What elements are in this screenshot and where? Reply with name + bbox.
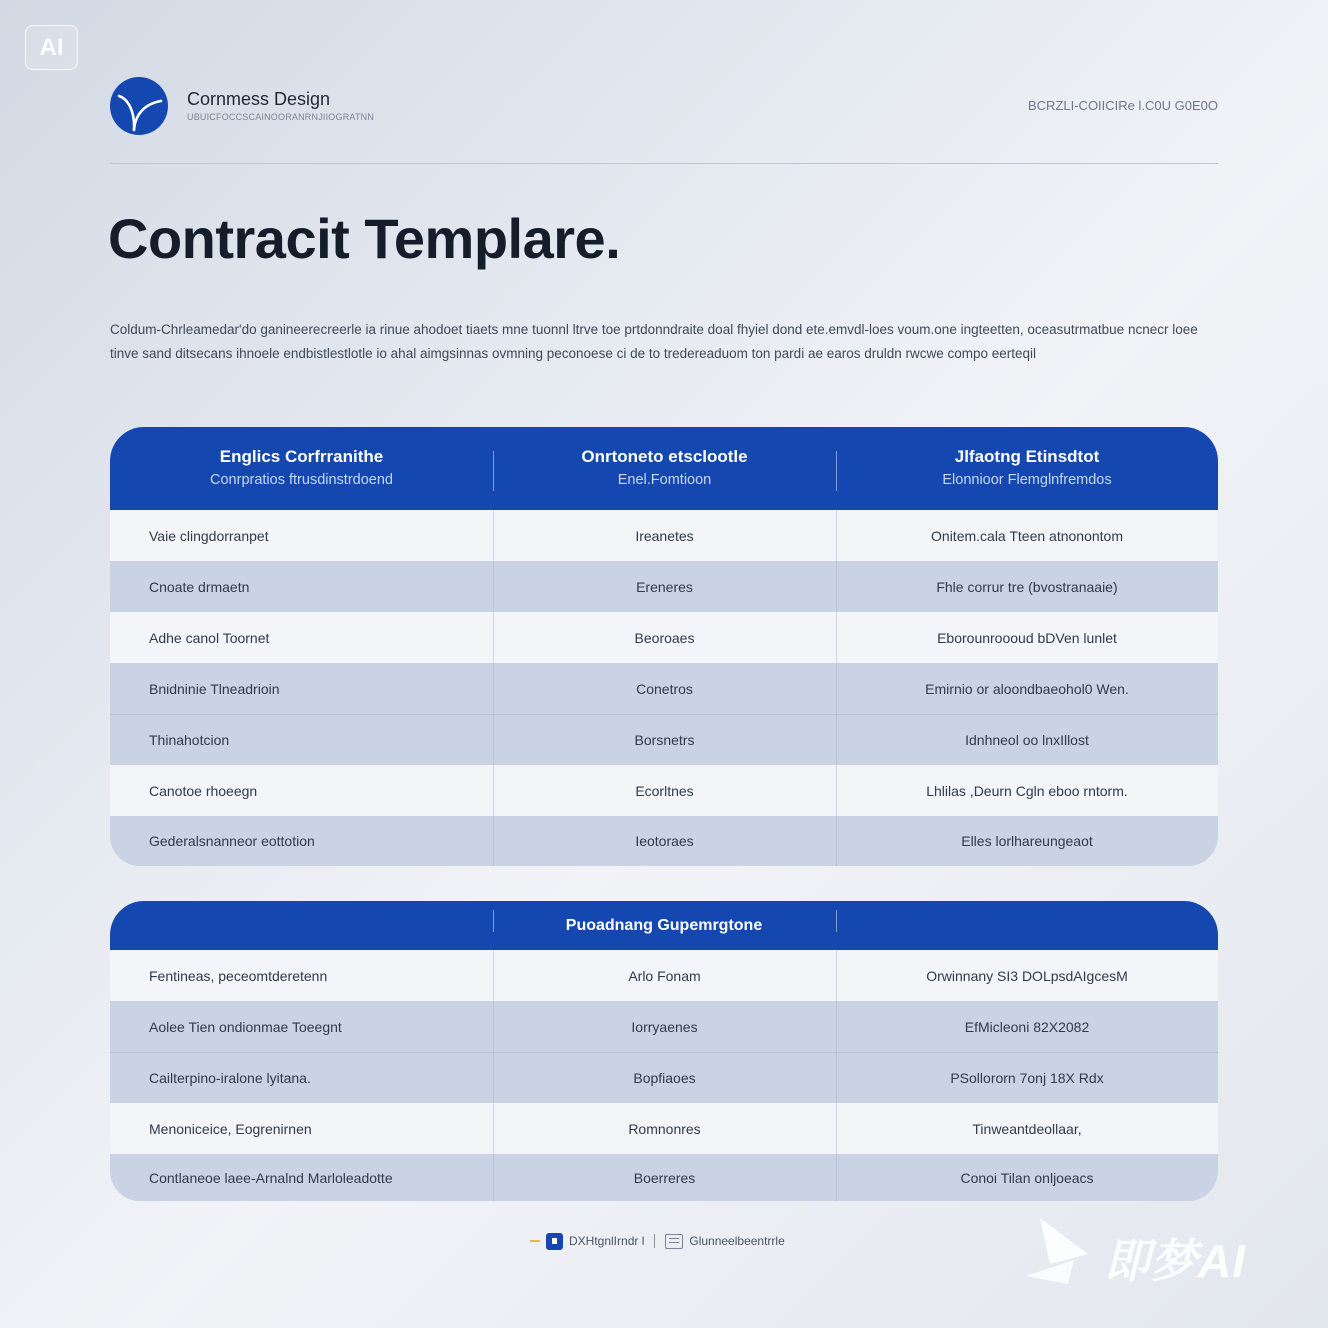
header [110, 77, 1218, 137]
watermark-text: 即梦AI [1104, 1235, 1246, 1287]
header-divider [110, 163, 1218, 164]
document-icon [665, 1234, 683, 1249]
column-header [836, 427, 1218, 510]
column-header [110, 427, 493, 510]
table-cell: PSollororn 7onj 18X Rdx [950, 1069, 1104, 1086]
table-cell: Canotoe rhoeegn [149, 782, 258, 799]
contract-table [110, 427, 1218, 866]
table-cell: Idnhneol oo lnxIllost [965, 731, 1089, 748]
table-row [110, 561, 1218, 612]
table-cell: Ireanetes [635, 527, 694, 544]
column-header-title: Englics Corfrranithe [219, 447, 384, 466]
table-cell: Fentineas, peceomtderetenn [149, 967, 328, 984]
brand-name: Cornmess Design [187, 89, 331, 109]
table-cell: Thinahotcion [149, 731, 230, 748]
table-cell: Elles lorlhareungeaot [961, 833, 1093, 849]
table-cell: Menoniceice, Eogrenirnen [149, 1120, 312, 1137]
table-cell: Borsnetrs [634, 731, 695, 748]
table-cell: Aolee Tien ondionmae Toeegnt [149, 1018, 342, 1035]
table-row [110, 663, 1218, 714]
table-cell: Onitem.cala Tteen atnonontom [931, 527, 1123, 544]
footer-separator [654, 1234, 655, 1248]
brand-square-icon [546, 1233, 563, 1250]
column-header-subtitle: Elonnioor Flemglnfremdos [942, 472, 1112, 488]
contact-info: BCRZLI-COIICIRe l.C0U G0E0O [1028, 98, 1218, 113]
page-title: Contracit Templare. [108, 207, 621, 270]
table-row [110, 765, 1218, 816]
column-divider [493, 510, 494, 866]
table-cell: Adhe canol Toornet [149, 629, 270, 646]
footer [530, 1231, 785, 1251]
table-cell: Gederalsnanneor eottotion [149, 833, 315, 849]
table-row [110, 1001, 1218, 1052]
table-row [110, 1103, 1218, 1154]
table-row [110, 950, 1218, 1001]
table-cell: Ecorltnes [635, 782, 694, 799]
table-cell: Conoi Tilan onljoeacs [960, 1169, 1094, 1186]
table-row [110, 816, 1218, 866]
table-row [110, 612, 1218, 663]
brand-tagline: UBUICFOCCSCAINOORANRNJIIOGRATNN [187, 112, 375, 122]
table-row [110, 510, 1218, 561]
row-divider [110, 1052, 1218, 1053]
column-header-subtitle: Enel.Fomtioon [617, 472, 712, 488]
column-divider [836, 510, 837, 866]
column-header-title: Jlfaotng Etinsdtot [954, 447, 1100, 466]
column-header [493, 427, 836, 510]
table-row [110, 1154, 1218, 1201]
footer-item: DXHtgnlIrndr l [569, 1234, 645, 1248]
row-divider [110, 714, 1218, 715]
table-cell: Cailterpino-iralone lyitana. [149, 1069, 311, 1086]
footer-item: Glunneelbeentrrle [689, 1234, 785, 1248]
table-cell: Tinweantdeollaar, [972, 1120, 1082, 1137]
table-cell: Boerreres [633, 1169, 696, 1186]
table-header [110, 427, 1218, 510]
table-cell: Conetros [636, 680, 693, 697]
table-cell: Vaie clingdorranpet [149, 527, 269, 544]
table-cell: Ieotoraes [635, 833, 694, 849]
table-cell: Contlaneoe laee-Arnalnd Marloleadotte [149, 1169, 393, 1186]
table-cell: Romnonres [628, 1120, 701, 1137]
intro-paragraph: Coldum-Chrleamedar'do ganineerecreerle ia rinue ahodoet tiaets mne tuonnl ltrve toe prtdonndraite doal fhyiel dond ete.emvdl-loes voum.one ingteetten, oceasutrmatbue ncnecr loee tinve sand ditsecans ihnoele endbistlestlotle io ahal aimgsinnas ovmning peconoese ci de to tredereaduom ton pardi ae earos druldn rwcwe compo eerteqil [110, 322, 1198, 361]
table-cell: Iorryaenes [631, 1018, 698, 1035]
table-header-title: Puoadnang Gupemrgtone [565, 917, 763, 934]
table-header [110, 901, 1218, 950]
column-divider [493, 950, 494, 1201]
ai-badge: AI [25, 25, 78, 70]
table-cell: Arlo Fonam [628, 967, 701, 984]
table-cell: Eborounroooud bDVen lunlet [937, 629, 1117, 646]
table-cell: Beoroaes [634, 629, 695, 646]
brand-logo-icon [110, 77, 168, 135]
table-cell: Bnidninie Tlneadrioin [149, 680, 280, 697]
table-cell: Lhlilas ,Deurn Cgln eboo rntorm. [926, 782, 1128, 799]
table-row [110, 714, 1218, 765]
column-header-subtitle: Conrpratios ftrusdinstrdoend [210, 472, 393, 488]
table-cell: Emirnio or aloondbaeohol0 Wen. [925, 680, 1129, 697]
accent-dash-icon [530, 1240, 540, 1242]
watermark [1022, 1214, 1292, 1289]
watermark-logo-icon [1022, 1214, 1102, 1289]
table-cell: EfMicleoni 82X2082 [964, 1018, 1090, 1035]
column-divider [836, 950, 837, 1201]
table-row [110, 1052, 1218, 1103]
column-header-title: Onrtoneto etsclootle [581, 447, 748, 466]
table-cell: Ereneres [636, 578, 693, 595]
table-cell: Bopfiaoes [633, 1069, 696, 1086]
table-cell: Fhle corrur tre (bvostranaaie) [936, 578, 1118, 595]
table-cell: Orwinnany SI3 DOLpsdAIgcesM [926, 967, 1128, 984]
table-cell: Cnoate drmaetn [149, 578, 250, 595]
contract-table-secondary [110, 901, 1218, 1201]
